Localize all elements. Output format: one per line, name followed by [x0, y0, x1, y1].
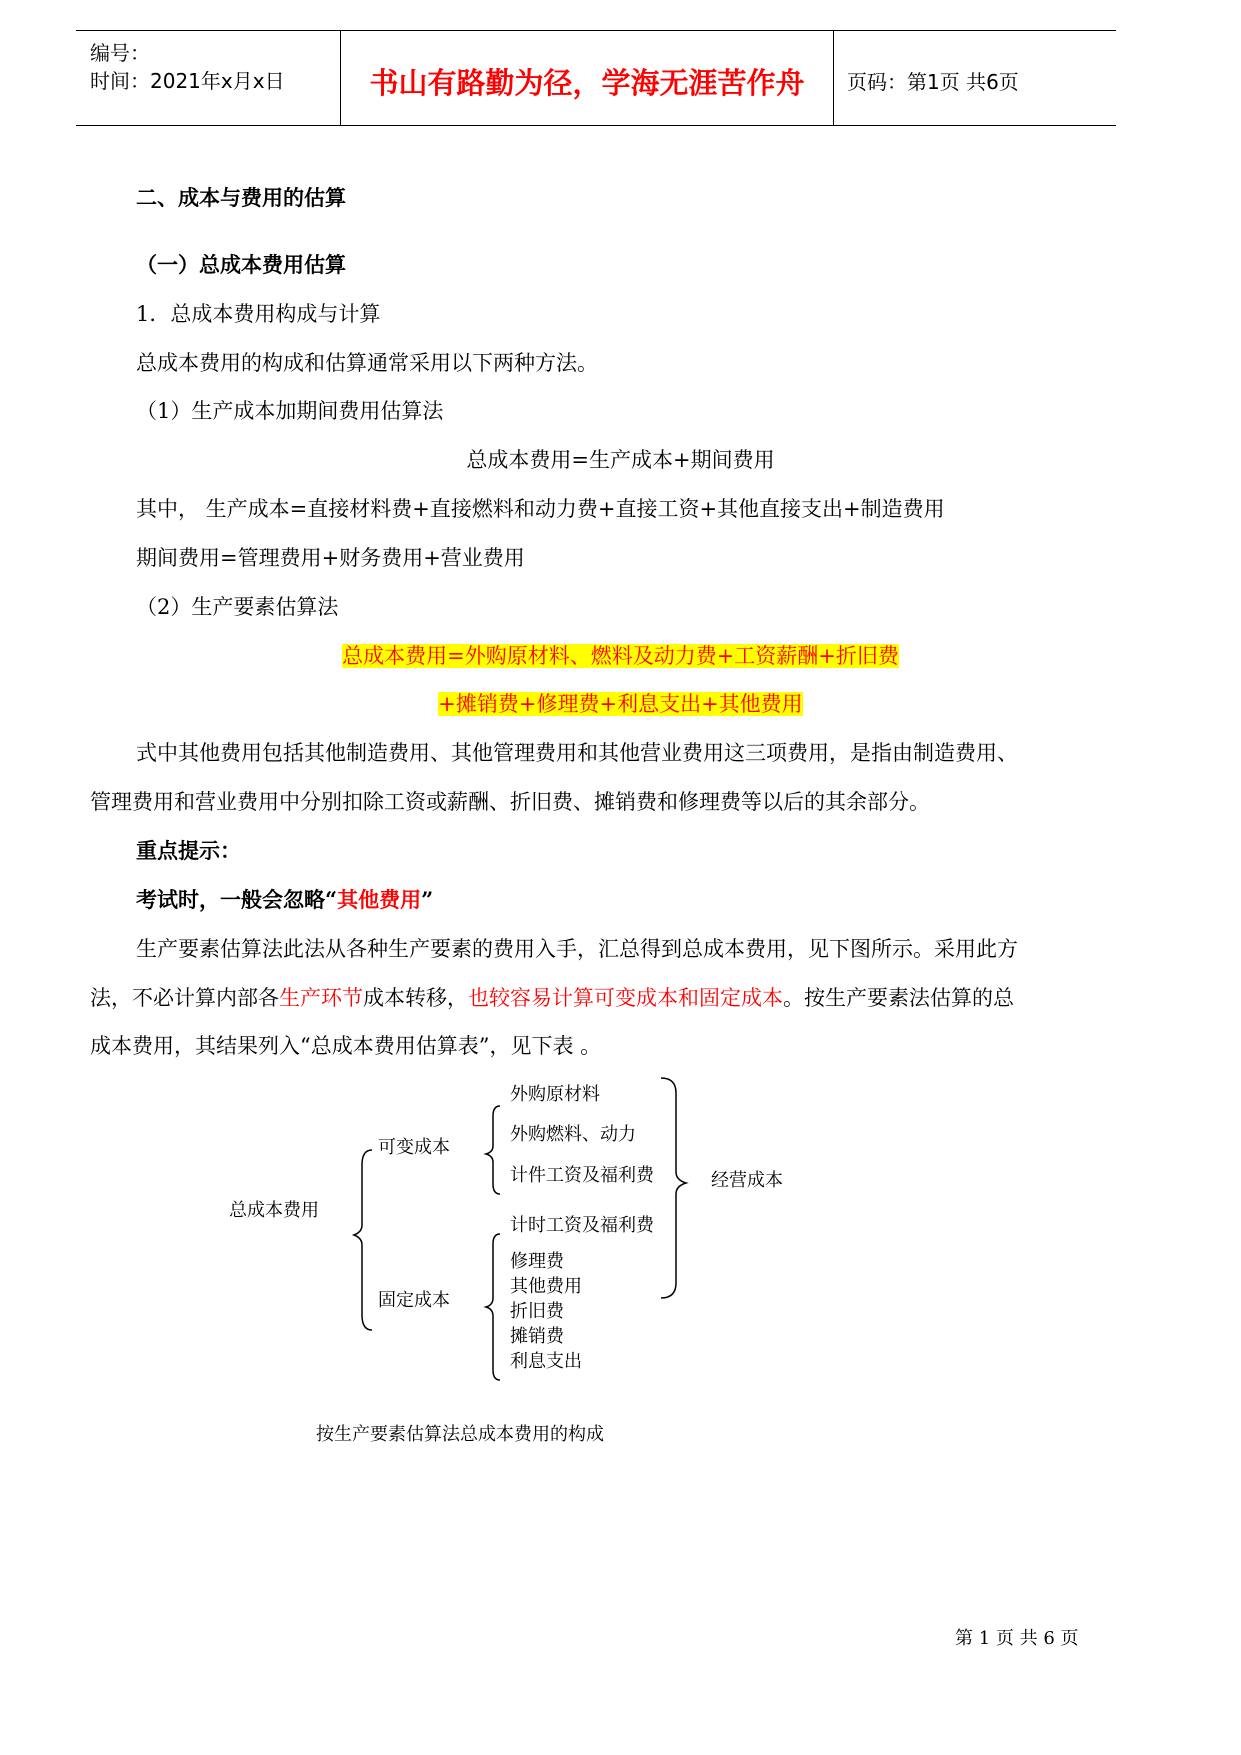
fixed-item-time-wages: 计时工资及福利费: [510, 1215, 654, 1236]
formula-factor-line1-text: 总成本费用=外购原材料、燃料及动力费+工资薪酬+折旧费: [342, 644, 899, 668]
item-heading: 1．总成本费用构成与计算: [136, 302, 381, 326]
paragraph-line-1: 生产要素估算法此法从各种生产要素的费用入手，汇总得到总成本费用，见下图所示。采用此方: [136, 937, 1018, 961]
fixed-item-repair: 修理费: [510, 1251, 564, 1272]
variable-item-raw-materials: 外购原材料: [510, 1084, 600, 1105]
diagram-fixed-label: 固定成本: [378, 1290, 450, 1311]
paragraph-red-production-stage: 生产环节: [279, 986, 363, 1010]
tip-exam-prefix: 考试时，一般会忽略“: [136, 887, 338, 912]
paragraph-line-3: 成本费用，其结果列入“总成本费用估算表”，见下表 。: [90, 1034, 602, 1058]
operating-brace: [661, 1078, 686, 1298]
tip-exam-suffix: ”: [421, 887, 434, 912]
fixed-item-other: 其他费用: [510, 1276, 582, 1297]
tip-title: 重点提示：: [136, 838, 241, 863]
diagram-caption: 按生产要素估算法总成本费用的构成: [316, 1424, 604, 1445]
fixed-item-depreciation: 折旧费: [510, 1301, 564, 1322]
diagram-root-label: 总成本费用: [229, 1200, 319, 1221]
formula-period-cost: 期间费用=管理费用+财务费用+营业费用: [136, 546, 525, 570]
header-motto: 书山有路勤为径，学海无涯苦作舟: [369, 66, 805, 100]
note-line-1: 式中其他费用包括其他制造费用、其他管理费用和其他营业费用这三项费用，是指由制造费用、: [136, 741, 1018, 765]
formula-total-cost: 总成本费用=生产成本+期间费用: [466, 448, 775, 472]
paragraph-line-2-b: 成本转移，: [363, 986, 468, 1010]
paragraph-red-variable-fixed: 也较容易计算可变成本和固定成本: [468, 986, 783, 1010]
fixed-item-amortization: 摊销费: [510, 1326, 564, 1347]
tip-exam-highlight: 其他费用: [337, 887, 422, 912]
variable-item-fuel-power: 外购燃料、动力: [510, 1124, 636, 1145]
note-line-2: 管理费用和营业费用中分别扣除工资或薪酬、折旧费、摊销费和修理费等以后的其余部分。: [90, 790, 930, 814]
fixed-brace: [486, 1234, 500, 1380]
variable-brace: [486, 1106, 500, 1194]
paragraph-line-2-c: 。按生产要素法估算的总: [783, 986, 1014, 1010]
variable-item-piece-wages: 计件工资及福利费: [510, 1165, 654, 1186]
intro-paragraph: 总成本费用的构成和估算通常采用以下两种方法。: [136, 351, 598, 375]
document-number-label: 编号：: [90, 41, 150, 65]
section-title: 二、成本与费用的估算: [136, 185, 346, 210]
subsection-title: （一）总成本费用估算: [136, 252, 346, 277]
formula-factor-line2-text: +摊销费+修理费+利息支出+其他费用: [438, 692, 803, 716]
diagram-variable-label: 可变成本: [378, 1137, 450, 1158]
paragraph-line-2-a: 法，不必计算内部各: [90, 986, 279, 1010]
method1-title: （1）生产成本加期间费用估算法: [136, 399, 444, 423]
document-time-label: 时间：2021年x月x日: [90, 69, 285, 93]
formula-production-cost: 其中， 生产成本=直接材料费+直接燃料和动力费+直接工资+其他直接支出+制造费用: [136, 497, 945, 521]
method2-title: （2）生产要素估算法: [136, 595, 339, 619]
page-footer: 第 1 页 共 6 页: [955, 1628, 1079, 1649]
fixed-item-interest: 利息支出: [510, 1351, 582, 1372]
root-brace: [354, 1150, 372, 1330]
diagram-operating-cost-label: 经营成本: [711, 1170, 783, 1191]
header-page-code: 页码：第1页 共6页: [847, 70, 1019, 94]
